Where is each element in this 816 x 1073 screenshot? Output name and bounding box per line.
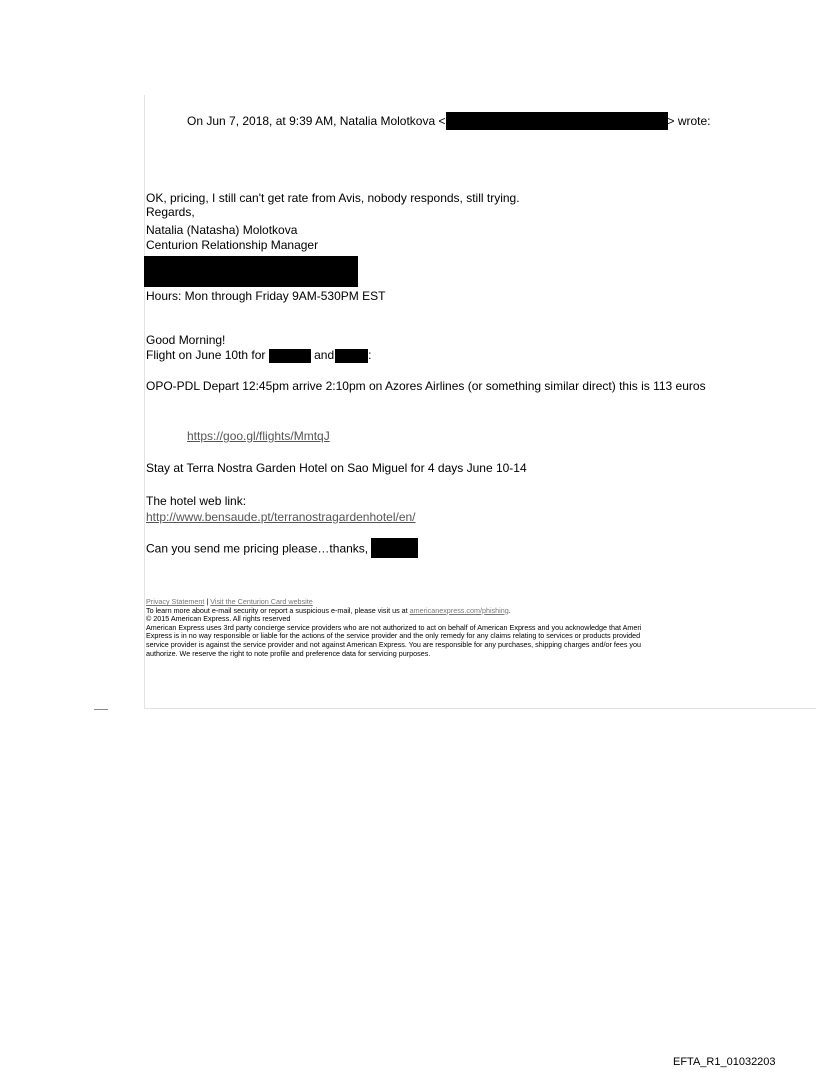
hotel-link-label: The hotel web link:: [146, 494, 247, 508]
flight-line: [146, 348, 371, 363]
hotel-link[interactable]: http://www.bensaude.pt/terranostragardenhotel/en/: [146, 510, 416, 524]
flight-prefix: Flight on June 10th for: [146, 348, 266, 362]
privacy-statement-link[interactable]: Privacy Statement: [146, 598, 205, 606]
flight-route: OPO-PDL Depart 12:45pm arrive 2:10pm on Azores Airlines (or something similar direct) this is 113 euros: [146, 379, 706, 393]
security-text: To learn more about e-mail security or report a suspicious e-mail, please visit us at: [146, 605, 410, 615]
security-end: .: [508, 605, 511, 615]
redacted-name-1: [269, 349, 311, 363]
reply-regards: Regards,: [146, 205, 195, 219]
sender-name: Natalia (Natasha) Molotkova: [146, 223, 298, 237]
reply-text: OK, pricing, I still can't get rate from Avis, nobody responds, still trying.: [146, 191, 520, 205]
greeting: Good Morning!: [146, 333, 226, 347]
flight-and: and: [314, 348, 335, 362]
bates-number: EFTA_R1_01032203: [673, 1056, 776, 1068]
hotel-stay: Stay at Terra Nostra Garden Hotel on Sao Miguel for 4 days June 10-14: [146, 461, 527, 475]
disclaimer-line-3: service provider is against the service provider and not against American Express. You are responsible for any purchases, shipping charges and/or fees you: [146, 639, 642, 649]
flight-colon: :: [368, 348, 372, 362]
redacted-email-address: [446, 112, 668, 130]
disclaimer-line-2: Express is in no way responsible or liable for the actions of the service provider and the only remedy for any claims relating to services or products provided: [146, 631, 641, 641]
disclaimer-line-4: authorize. We reserve the right to note profile and preference data for servicing purposes.: [146, 648, 431, 658]
redacted-signoff-name: [371, 538, 418, 558]
disclaimer-line-1: American Express uses 3rd party concierge service providers who are not authorized to act on behalf of American Express and you acknowledge that Ameri: [146, 622, 642, 632]
copyright: © 2015 American Express. All rights reserved: [146, 614, 291, 624]
flights-link-line: [187, 429, 330, 443]
redacted-signature-block: [144, 256, 358, 287]
flights-link[interactable]: https://goo.gl/flights/MmtqJ: [187, 429, 330, 443]
pricing-request-text: Can you send me pricing please…thanks,: [146, 541, 369, 556]
quote-header: [187, 114, 711, 130]
pricing-request: [146, 541, 418, 558]
phishing-link[interactable]: americanexpress.com/phishing: [409, 605, 509, 615]
quote-header-prefix: On Jun 7, 2018, at 9:39 AM, Natalia Molotkova <: [187, 114, 446, 129]
footer-link-separator: |: [204, 598, 211, 606]
sender-title: Centurion Relationship Manager: [146, 238, 319, 252]
office-hours: Hours: Mon through Friday 9AM-530PM EST: [146, 289, 386, 303]
quote-header-suffix: > wrote:: [667, 114, 711, 129]
centurion-card-link[interactable]: Visit the Centurion Card website: [210, 598, 313, 606]
hotel-link-line: [146, 510, 416, 524]
redacted-name-2: [335, 349, 368, 363]
margin-dash: [94, 709, 108, 710]
email-footer: [146, 598, 816, 658]
